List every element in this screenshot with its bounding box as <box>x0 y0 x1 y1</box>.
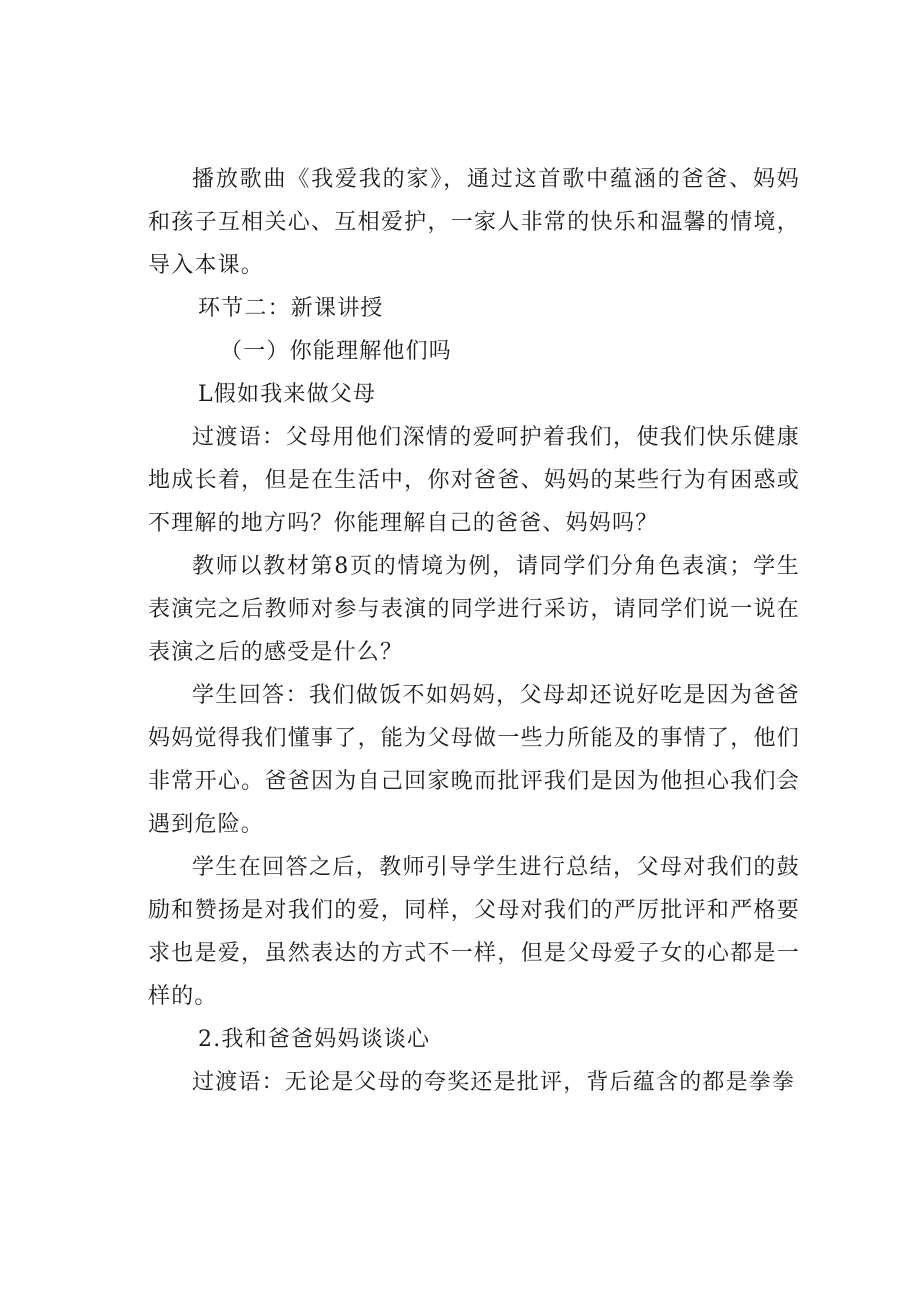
transition-paragraph-2: 过渡语：无论是父母的夸奖还是批评，背后蕴含的都是拳拳 <box>192 1070 796 1095</box>
document-page <box>148 158 800 1104</box>
subsection-heading-understand: （一）你能理解他们吗 <box>220 339 453 364</box>
intro-paragraph: 播放歌曲《我爱我的家》，通过这首歌中蕴涵的爸爸、妈妈和孩子互相关心、互相爱护，一家人非常的快乐和温馨的情境，导入本课。 <box>148 167 800 278</box>
item-heading-talk-with-parents: 2.我和爸爸妈妈谈谈心 <box>198 1027 431 1052</box>
transition-paragraph-1: 过渡语：父母用他们深情的爱呵护着我们，使我们快乐健康地成长着，但是在生活中，你对爸爸、妈妈的某些行为有困惑或不理解的地方吗？你能理解自己的爸爸、妈妈吗？ <box>148 425 800 536</box>
student-answer-paragraph: 学生回答：我们做饭不如妈妈，父母却还说好吃是因为爸爸妈妈觉得我们懂事了，能为父母做一些力所能及的事情了，他们非常开心。爸爸因为自己回家晚而批评我们是因为他担心我们会遇到危险。 <box>148 683 800 837</box>
item-heading-be-parents: L假如我来做父母 <box>198 382 377 407</box>
teacher-roleplay-paragraph: 教师以教材第8页的情境为例，请同学们分角色表演；学生表演完之后教师对参与表演的同学进行采访，请同学们说一说在表演之后的感受是什么？ <box>148 554 800 665</box>
section-heading-new-lesson: 环节二：新课讲授 <box>198 296 384 321</box>
teacher-summary-paragraph: 学生在回答之后，教师引导学生进行总结，父母对我们的鼓励和赞扬是对我们的爱，同样，父母对我们的严厉批评和严格要求也是爱，虽然表达的方式不一样，但是父母爱子女的心都是一样的。 <box>148 855 800 1009</box>
